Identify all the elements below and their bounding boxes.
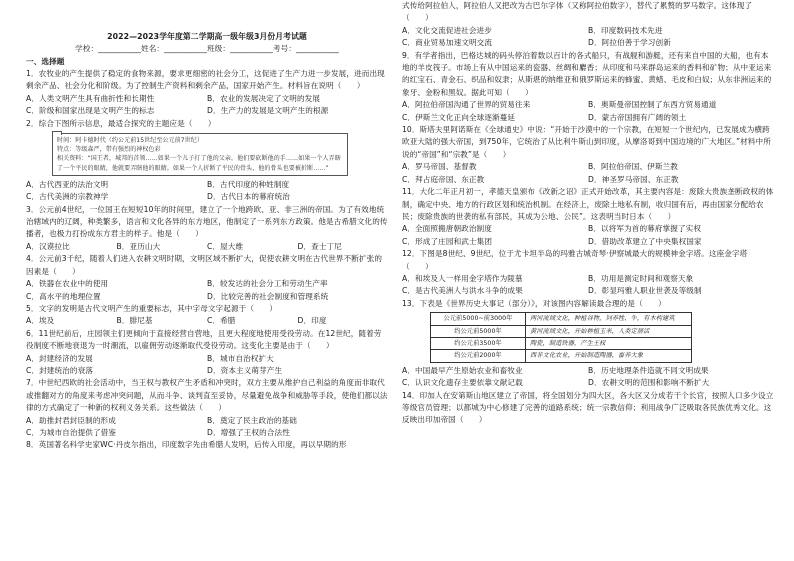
options-group — [402, 25, 774, 50]
question-stem: 13．下表是《世界历史大事记（部分）》，对该图内容解读最合理的是（ ） — [402, 298, 666, 308]
table-cell-event: 陶瓷，制造铁器，产生王权 — [526, 337, 692, 349]
student-info-line: 学校：___________姓名：___________班级：___________考号：___________ — [75, 44, 339, 53]
table-cell-era: 约公元前2000年 — [431, 350, 526, 362]
answer-option: D．彰显玛雅人职业世袭及等级制 — [588, 286, 702, 296]
options-group — [26, 353, 388, 378]
options-group — [26, 93, 388, 118]
answer-option: D．古代日本的幕府统治 — [207, 192, 290, 202]
options-group — [402, 365, 774, 390]
question-stem: 6．11世纪前后，庄园领主们更倾向于直接经营自营地，且更大程度地使用受役劳动。在12世纪，随着劳役制度不断地衰退为一时潮流，以雇佣劳动逐渐取代受役劳动。这变化主要是由于（ ） — [26, 328, 382, 351]
answer-option: C．屋大维 — [207, 241, 244, 251]
table-cell-event: 两河流域文化，种植谷物，饲养牲、牛，有木构建筑 — [526, 313, 692, 325]
material-box-tab — [52, 131, 62, 135]
question-block — [26, 303, 388, 328]
answer-option: D．印度 — [297, 316, 327, 326]
table-row — [431, 325, 692, 337]
answer-option: B．农业的发展决定了文明的发展 — [207, 93, 321, 103]
question-stem: 4．公元前3千纪，随着人们进入农耕文明时期，文明区域不断扩大，促使农耕文明在古代世界不断扩张的因素是（ ） — [26, 254, 383, 276]
question-stem: 式传给阿拉伯人，阿拉伯人又把改为古巴尔字体（又称阿拉伯数字），替代了累赘的罗马数字。这体现了（ ） — [402, 1, 753, 23]
question-block — [26, 118, 388, 204]
answer-option: C．商业贸易加速文明交流 — [402, 38, 493, 48]
answer-option: A．铁器在农业中的使用 — [26, 279, 109, 289]
answer-option: C．拜占庭帝国、东正教 — [402, 174, 485, 184]
question-block — [26, 68, 388, 118]
table-row — [431, 337, 692, 349]
answer-option: C．古代美洲的宗教神学 — [26, 192, 109, 202]
options-group — [402, 99, 774, 124]
answer-option: D．增强了王权的合法性 — [207, 427, 290, 437]
material-line: 相关资料：“国王者，城邦的首领……如果一个儿子打了他的父亲，他们要砍断他的手……如果一个人弄瞎了一个平民的眼睛，他就要弄瞎他的眼睛。如果一个人折断了平民的骨头，他的骨头也要被折断……” — [57, 155, 341, 172]
answer-option: B．腓尼基 — [116, 316, 153, 326]
material-line: 特点：等级森严，带有强烈的神权色彩 — [57, 146, 161, 154]
answer-option: A．古代西亚的法治文明 — [26, 179, 109, 189]
answer-option: B．印度数码技术先进 — [588, 25, 663, 35]
answer-option: B．以将军为首的幕府掌握了实权 — [588, 224, 702, 234]
answer-option: A．中国最早产生原始农业和畜牧业 — [402, 365, 523, 375]
material-box — [52, 133, 348, 176]
answer-option: B．阿拉伯帝国、伊斯兰教 — [588, 162, 678, 172]
answer-option: D．生产力的发展是文明产生的根源 — [207, 106, 329, 116]
question-block — [402, 186, 774, 248]
answer-option: D．借助改革建立了中央集权国家 — [588, 236, 702, 246]
table-cell-era: 公元前5000~前3000年 — [431, 313, 526, 325]
question-block — [26, 253, 388, 303]
answer-option: B．奥斯曼帝国控制了东西方贸易通道 — [588, 100, 717, 110]
table-row — [431, 313, 692, 325]
options-group — [402, 223, 774, 248]
answer-option: A．埃及 — [26, 316, 55, 326]
answer-option: C．为城市自治提供了借鉴 — [26, 427, 117, 437]
question-block — [26, 328, 388, 378]
answer-option: A．罗马帝国、基督教 — [402, 162, 477, 172]
question-block — [402, 248, 774, 298]
question-stem: 14．印加人在安第斯山地区建立了帝国，将全国划分为四大区，各大区又分成若干个长官，按照人口多少设立等级官员管理；以都城为中心修建了完善的道路系统；统一宗教信仰；利用战争广泛吸取各民族优秀文化。这反映出印加帝国（ ） — [402, 390, 774, 425]
table-cell-event: 黄河流域文化，开始种植玉米，人类定居活 — [526, 325, 692, 337]
options-group — [402, 273, 774, 298]
answer-option: D．农耕文明的范围和影响不断扩大 — [588, 378, 710, 388]
question-stem: 7．中世纪西欧的社会活动中，当王权与教权产生矛盾和冲突时，双方主要从维护自己利益的角度而非取代或推翻对方的角度来考虑冲突问题，从而斗争、谈判直至妥协，尽量避免战争和威胁等手段，使他们都以法律的方式确定了一种新的权利义务关系。这些做法（ ） — [26, 378, 388, 413]
answer-option: C．认识文化遗存主要依靠文献记载 — [402, 378, 523, 388]
answer-option: B．功用是测定时间和观察天象 — [588, 273, 694, 283]
answer-option: A．阿拉伯帝国沟通了世界的贸易往来 — [402, 100, 531, 110]
answer-option: A．全面照搬唐朝政治制度 — [402, 224, 492, 234]
answer-option: B．历史地理条件造就不同文明成果 — [588, 365, 709, 375]
answer-option: B．城市自治权扩大 — [207, 353, 274, 363]
answer-option: A．人类文明产生具有曲折性和长期性 — [26, 93, 155, 103]
answer-option: A．封建经济的发展 — [26, 353, 93, 363]
answer-option: B．古代印度的种姓制度 — [207, 179, 290, 189]
answer-option: B．奠定了民主政治的基础 — [207, 415, 297, 425]
answer-option: C．希腊 — [207, 316, 236, 326]
table-row — [431, 350, 692, 362]
paper-title: 2022—2023学年度第二学期高一级年级3月份月考试题 — [107, 32, 307, 41]
question-block — [26, 377, 388, 439]
table-cell-event: 西非文化农业，开始制造陶器，畜养大象 — [526, 350, 692, 362]
answer-option: D．阿拉伯善于学习创新 — [588, 38, 671, 48]
right-questions — [402, 0, 774, 427]
question-block — [26, 439, 388, 451]
answer-option: A．文化交流促进社会进步 — [402, 25, 492, 35]
question-stem: 2．综合下图所示信息，最适合探究的主题应是（ ） — [26, 118, 216, 128]
options-group — [402, 161, 774, 186]
options-group — [26, 179, 388, 204]
answer-option: C．阶级和国家出现是文明产生的标志 — [26, 106, 155, 116]
table-cell-era: 约公元前3500年 — [431, 337, 526, 349]
answer-option: A．助推封君封臣制的形成 — [26, 415, 116, 425]
answer-option: C．高水平的地理位置 — [26, 291, 101, 301]
question-block — [26, 204, 388, 254]
material-line: 时间：阿卡德时代（约公元前15世纪至公元前7世纪） — [57, 137, 203, 145]
answer-option: D．神圣罗马帝国、东正教 — [588, 174, 679, 184]
question-stem: 10．斯塔夫里阿诺斯在《全球通史》中说：“开始于沙漠中的一个宗教，在短短一个世纪内，已发展成为横跨欧亚大陆的强大帝国，到750年，它统治了从比利牛斯山到印度，从摩洛哥到中国边境的广大地区。”材料中所说的“帝国”和“宗教”是（ ） — [402, 125, 771, 159]
answer-option: D．资本主义萌芽产生 — [207, 365, 283, 375]
options-group — [26, 415, 388, 440]
answer-option: D．查士丁尼 — [297, 241, 342, 251]
table-cell-era: 约公元前5000年 — [431, 325, 526, 337]
question-stem: 12．下图是8世纪、9世纪，位于尤卡坦半岛的玛雅古城奇琴·伊察城最大的规模神金字塔。这座金字塔（ ） — [402, 249, 748, 271]
question-block — [402, 50, 774, 124]
question-block — [402, 298, 774, 390]
options-group — [26, 241, 388, 253]
section-heading: 一、选择题 — [26, 57, 65, 66]
question-stem: 9．有学者指出，巴格达城的码头停泊着数以百计的各式船只，有战舰和游艇，还有来自中国的大船，也有本地的羊皮筏子。市场上有从中国运来的瓷器、丝绸和麝香；从印度和马来群岛运来的香料和矿物；从中亚运来的红宝石、青金石、织品和奴隶；从斯堪的纳维亚和俄罗斯运来的蜂蜜、黄蜡、毛皮和白奴；从东非洲运来的象牙、金粉和黑奴。据此可知（ ） — [402, 50, 772, 97]
options-group — [26, 315, 388, 327]
question-block — [402, 124, 774, 186]
left-column — [26, 0, 388, 561]
answer-option: C．形成了庄园和武士集团 — [402, 236, 493, 246]
question-block — [402, 390, 774, 427]
question-stem: 3．公元前4世纪，一位国王在短短10年的时间里，建立了一个地跨欧、亚、非三洲的帝国。为了有效地统治辖域内的辽阔，种类繁多，语言和文化各异的东方地区，他制定了一系列东方政策。他是古希腊文化的传播者，也极力打扮成东方君主的样子。他是（ ） — [26, 204, 388, 239]
question-stem: 11．大化二年正月初一，孝德天皇颁布《改新之诏》正式开始改革，其主要内容是：废除大贵族垄断政权的体制，确定中央、地方的行政区划和统治机制。在经济上，废除土地私有制，收归国有后，再由国家分配给农民；废除贵族的世袭的私有部民，其成为公地、公民”。这表明当时日本（ ） — [402, 187, 774, 221]
question-stem: 1．农牧业的产生提供了稳定的食物来源，要求更细密的社会分工，这促进了生产力进一步发展，进而出现剩余产品、社会分化和阶级。为了控制生产资料和剩余产品，国家开始产生。材料旨在说明（ ） — [26, 69, 385, 91]
answer-option: B．亚历山大 — [116, 241, 161, 251]
question-stem: 8．英国著名科学史家WC·丹皮尔指出，印度数字先由希腊人发明，后传入印度，再以早期的形 — [26, 440, 347, 450]
question-stem: 5．文字的发明是古代文明产生的重要标志，其中字母文字起源于（ ） — [26, 303, 278, 313]
answer-option: C．伊斯兰文化正向全球逐渐蔓延 — [402, 112, 516, 122]
answer-option: D．比较完善的社会制度和管理系统 — [207, 291, 329, 301]
history-events-table — [430, 312, 692, 363]
answer-option: C．封建统治的衰落 — [26, 365, 93, 375]
right-column — [402, 0, 774, 561]
answer-option: C．是古代美洲人与洪水斗争的成果 — [402, 286, 523, 296]
answer-option: A．汉谟拉比 — [26, 241, 70, 251]
left-questions — [26, 68, 388, 452]
answer-option: D．蒙古帝国拥有广阔的领土 — [588, 112, 687, 122]
question-block — [402, 0, 774, 50]
answer-option: B．较发达的社会分工和劳动生产率 — [207, 279, 328, 289]
answer-option: A．和埃及人一样用金字塔作为陵墓 — [402, 273, 523, 283]
options-group — [26, 278, 388, 303]
